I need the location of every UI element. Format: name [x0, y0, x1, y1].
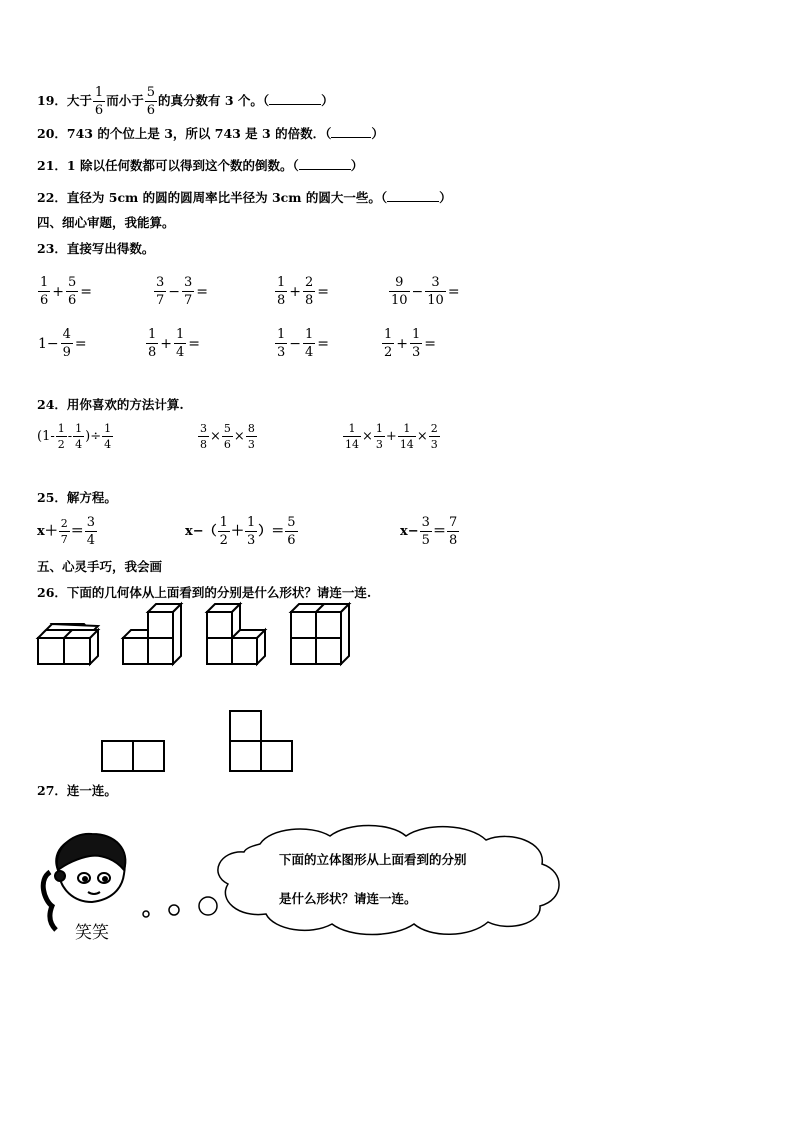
top-view-two-squares[interactable] — [102, 741, 164, 771]
q23-expr-1: $\frac{1}{6}$ + $\frac{5}{6}$ = — [40, 275, 93, 308]
question-19: 19．大于 $\frac{1}{6}$ 而小于 $\frac{5}{6}$ 的真分数有 3 个。（ ） — [37, 85, 334, 118]
fraction: $\frac{5}{6}$ — [146, 85, 155, 118]
question-23-title: 23．直接写出得数。 — [37, 241, 155, 256]
solid-4[interactable] — [291, 604, 349, 664]
question-25-title: 25．解方程。 — [37, 490, 117, 505]
top-view-l-shape[interactable] — [230, 711, 292, 771]
solid-3[interactable] — [207, 604, 265, 664]
answer-blank[interactable] — [269, 92, 321, 105]
section-5-heading: 五、心灵手巧，我会画 — [37, 559, 163, 574]
question-22: 22．直径为 5cm 的圆的圆周率比半径为 3cm 的圆大一些。（ ） — [37, 190, 452, 205]
q23-expr-3: $\frac{1}{8}$ + $\frac{2}{8}$ = — [277, 275, 330, 308]
q25-eq-1: x＋ $\frac{2}{7}$ ＝ $\frac{3}{4}$ — [37, 515, 96, 548]
cartoon-scene — [30, 820, 590, 950]
q24-expr-2: $\frac{3}{8}$ × $\frac{5}{6}$ × $\frac{8}{3}$ — [200, 422, 255, 451]
question-21: 21．1 除以任何数都可以得到这个数的倒数。（ ） — [37, 158, 364, 173]
question-26-title: 26．下面的几何体从上面看到的分别是什么形状？请连一连. — [37, 585, 372, 600]
q19-suffix: 的真分数有 3 个。（ — [157, 93, 270, 108]
thought-cloud — [218, 826, 559, 935]
question-27-title: 27．连一连。 — [37, 783, 117, 798]
solid-2[interactable] — [123, 604, 181, 664]
q23-expr-6: $\frac{1}{8}$ + $\frac{1}{4}$ = — [148, 327, 201, 360]
q23-expr-2: $\frac{3}{7}$ − $\frac{3}{7}$ = — [156, 275, 209, 308]
answer-blank[interactable] — [331, 125, 371, 138]
q23-expr-4: $\frac{9}{10}$ − $\frac{3}{10}$ = — [391, 275, 460, 308]
q23-expr-8: $\frac{1}{2}$ + $\frac{1}{3}$ = — [384, 327, 437, 360]
cube-solids — [0, 600, 794, 780]
section-4-heading: 四、细心审题，我能算。 — [37, 215, 175, 230]
q24-expr-1: (1- $\frac{1}{2}$ - $\frac{1}{4}$ )÷ $\frac{1}{4}$ — [37, 422, 112, 451]
question-24-title: 24．用你喜欢的方法计算. — [37, 397, 184, 412]
q24-expr-3: $\frac{1}{14}$ × $\frac{1}{3}$ + $\frac{1}{14}$ × $\frac{2}{3}$ — [345, 422, 438, 451]
question-20: 20．743 的个位上是 3，所以 743 是 3 的倍数．（ ） — [37, 126, 384, 141]
cloud-text-line-1: 下面的立体图形从上面看到的分别 — [279, 852, 467, 867]
girl-caption: 笑笑 — [75, 923, 109, 943]
q23-expr-7: $\frac{1}{3}$ − $\frac{1}{4}$ = — [277, 327, 330, 360]
q25-eq-3: x− $\frac{3}{5}$ ＝ $\frac{7}{8}$ — [400, 515, 458, 548]
q23-expr-5: 1− $\frac{4}{9}$ = — [38, 327, 87, 360]
fraction: $\frac{1}{6}$ — [94, 85, 104, 118]
girl-illustration — [43, 834, 125, 930]
q25-eq-2: x−（ $\frac{1}{2}$ ＋ $\frac{1}{3}$ ）＝ $\frac{5}{6}$ — [185, 515, 296, 548]
q19-prefix: 19．大于 — [37, 93, 92, 108]
answer-blank[interactable] — [299, 157, 351, 170]
q19-mid: 而小于 — [106, 93, 144, 108]
thought-bubbles — [143, 897, 217, 917]
solid-1[interactable] — [38, 624, 98, 664]
answer-blank[interactable] — [387, 189, 439, 202]
cloud-text-line-2: 是什么形状？请连一连。 — [279, 891, 417, 906]
